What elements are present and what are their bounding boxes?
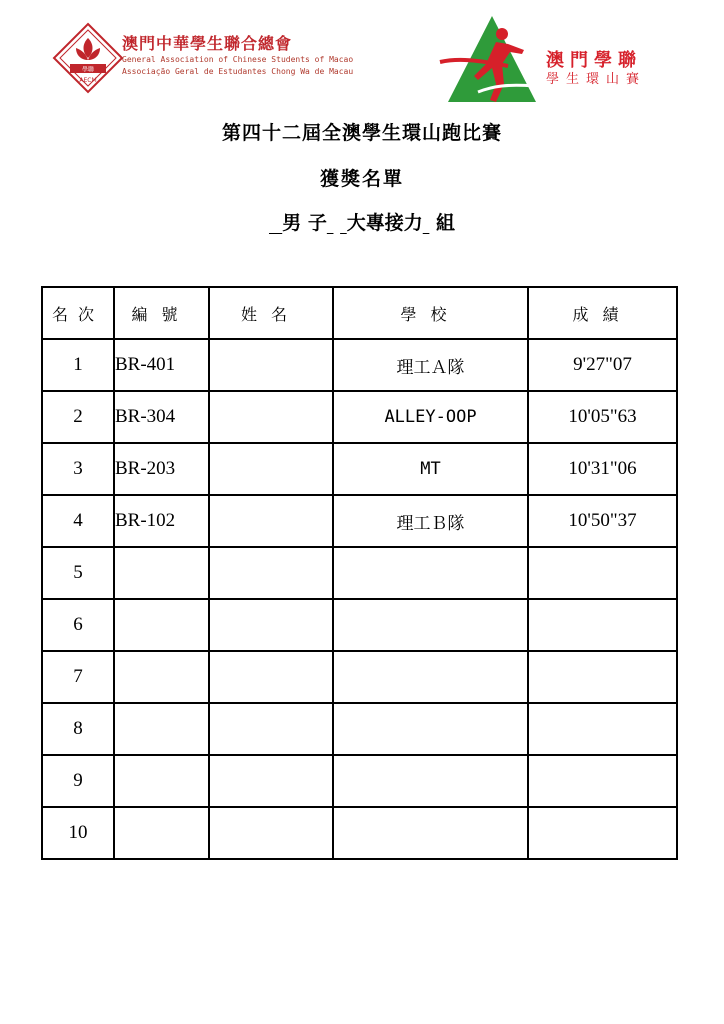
table-row <box>42 339 677 391</box>
code-cell: BR-203 <box>114 443 209 495</box>
school-cell: 理工Ｂ隊 <box>333 495 528 547</box>
brand-block <box>546 50 646 88</box>
header-school: 學校 <box>333 287 528 339</box>
name-cell <box>209 443 333 495</box>
code-cell: BR-304 <box>114 391 209 443</box>
table-row <box>42 807 677 859</box>
rank-cell: 10 <box>42 807 114 859</box>
rank-cell: 4 <box>42 495 114 547</box>
rank-cell: 2 <box>42 391 114 443</box>
table-row <box>42 391 677 443</box>
table-row <box>42 495 677 547</box>
table-row <box>42 651 677 703</box>
group-gender: 男 子 <box>282 212 327 234</box>
name-cell <box>209 599 333 651</box>
rank-cell: 5 <box>42 547 114 599</box>
name-cell <box>209 547 333 599</box>
time-cell <box>528 599 677 651</box>
table-row <box>42 443 677 495</box>
rank-cell: 1 <box>42 339 114 391</box>
group-title <box>0 208 724 235</box>
header-rank: 名次 <box>42 287 114 339</box>
header-name: 姓名 <box>209 287 333 339</box>
school-cell <box>333 755 528 807</box>
time-cell <box>528 755 677 807</box>
name-cell <box>209 755 333 807</box>
org-name-chinese: 澳門中華學生聯合總會 <box>122 34 293 53</box>
name-cell <box>209 391 333 443</box>
school-cell <box>333 599 528 651</box>
time-cell: 10'05"63 <box>528 391 677 443</box>
code-cell <box>114 599 209 651</box>
school-cell <box>333 703 528 755</box>
name-cell <box>209 651 333 703</box>
brand-subtitle: 學生環山賽 <box>546 72 647 87</box>
table-row <box>42 755 677 807</box>
group-suffix: 組 <box>435 212 455 234</box>
school-cell: ALLEY-OOP <box>333 391 528 443</box>
name-cell <box>209 495 333 547</box>
table-row <box>42 703 677 755</box>
name-cell <box>209 807 333 859</box>
table-row <box>42 599 677 651</box>
rank-cell: 8 <box>42 703 114 755</box>
time-cell <box>528 807 677 859</box>
rank-cell: 9 <box>42 755 114 807</box>
event-title: 第四十二屆全澳學生環山跑比賽 <box>221 122 502 144</box>
time-cell <box>528 651 677 703</box>
table-header-row <box>42 287 677 339</box>
header-code: 編號 <box>114 287 209 339</box>
runner-triangle-logo <box>438 14 538 104</box>
code-cell <box>114 547 209 599</box>
award-list-title: 獲獎名單 <box>319 168 404 190</box>
time-cell <box>528 703 677 755</box>
school-cell <box>333 807 528 859</box>
code-cell <box>114 755 209 807</box>
seal-bottom-text: AECM <box>79 77 97 84</box>
school-cell <box>333 651 528 703</box>
name-cell <box>209 339 333 391</box>
school-cell <box>333 547 528 599</box>
group-category: 大專接力 <box>346 212 423 234</box>
org-name-portuguese: Associação Geral de Estudantes Chong Wa de Macau <box>122 67 354 76</box>
seal-top-text: 學聯 <box>81 66 95 74</box>
code-cell: BR-102 <box>114 495 209 547</box>
rank-cell: 6 <box>42 599 114 651</box>
brand-name: 澳門學聯 <box>546 50 642 71</box>
rank-cell: 7 <box>42 651 114 703</box>
code-cell: BR-401 <box>114 339 209 391</box>
header-time: 成績 <box>528 287 677 339</box>
time-cell: 9'27"07 <box>528 339 677 391</box>
association-seal-logo <box>52 22 124 94</box>
organization-block <box>122 34 354 78</box>
time-cell: 10'31"06 <box>528 443 677 495</box>
time-cell: 10'50"37 <box>528 495 677 547</box>
time-cell <box>528 547 677 599</box>
code-cell <box>114 651 209 703</box>
org-name-english: General Association of Chinese Students of Macao <box>122 55 354 64</box>
results-table <box>41 286 678 860</box>
school-cell: 理工Ａ隊 <box>333 339 528 391</box>
rank-cell: 3 <box>42 443 114 495</box>
school-cell: MT <box>333 443 528 495</box>
name-cell <box>209 703 333 755</box>
code-cell <box>114 807 209 859</box>
table-row <box>42 547 677 599</box>
code-cell <box>114 703 209 755</box>
